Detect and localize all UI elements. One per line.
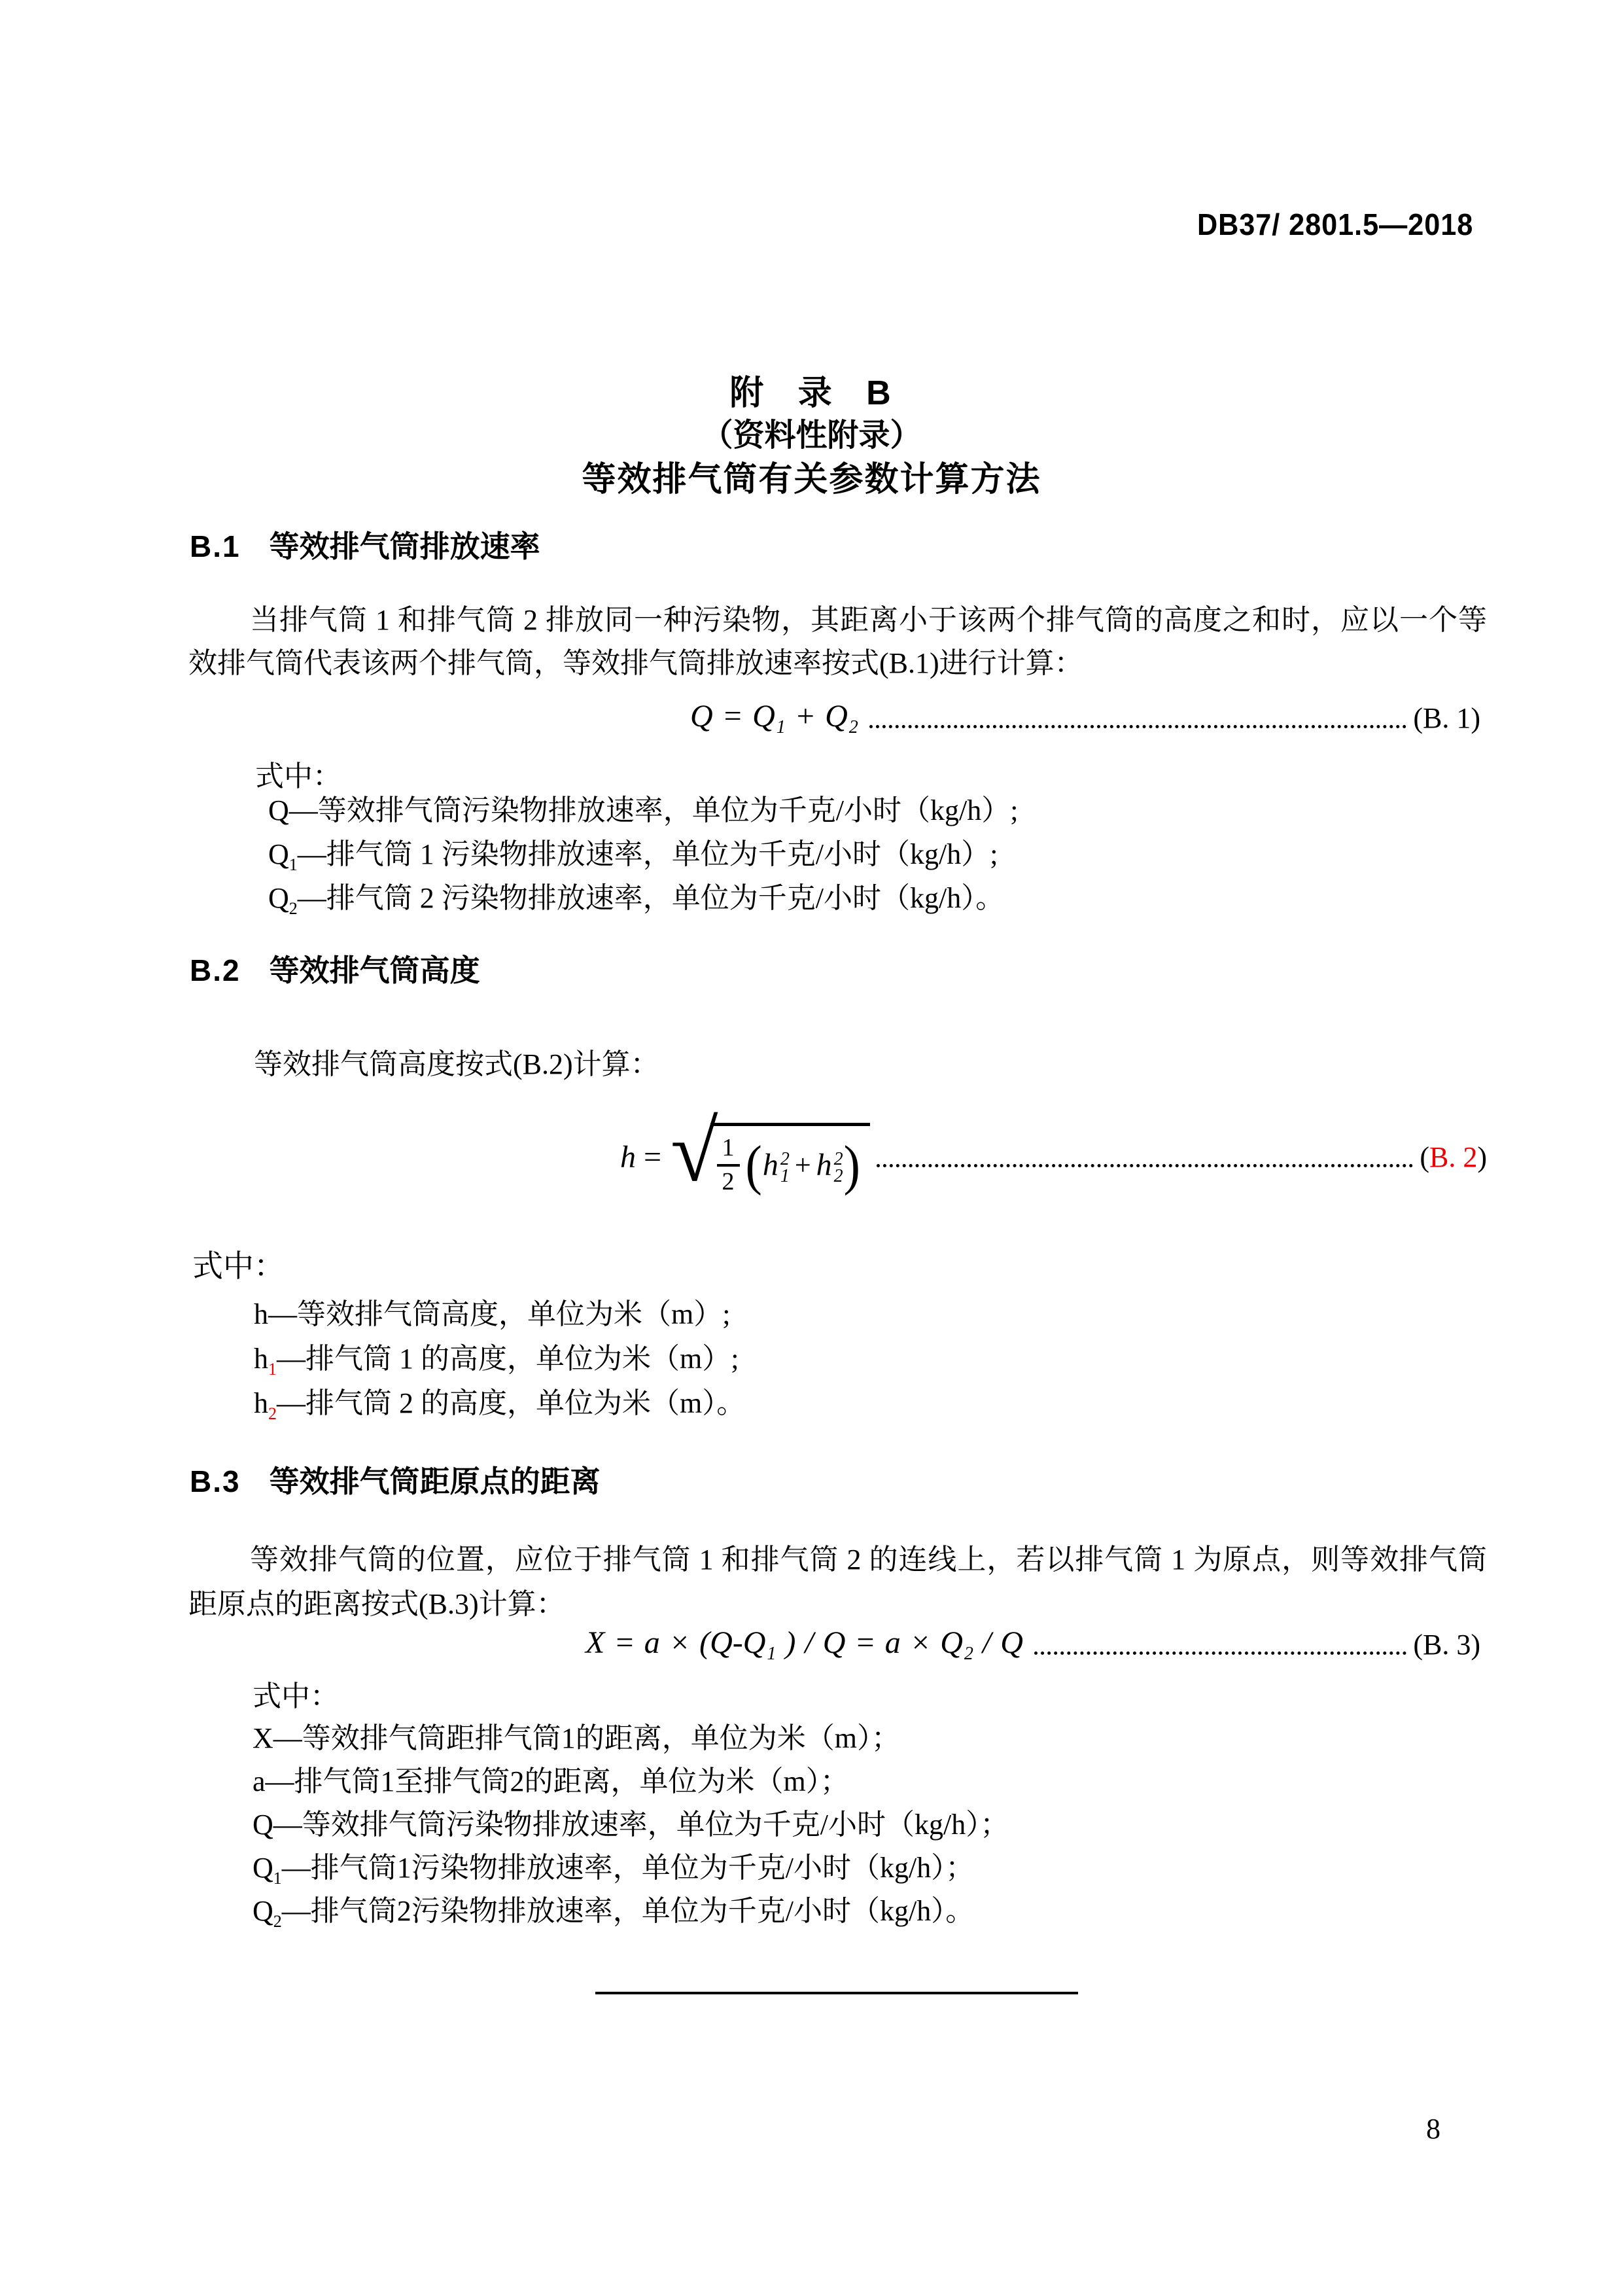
symbol: Q: [268, 882, 289, 914]
appendix-title: 附 录 B: [729, 374, 894, 412]
section-b3-number: B.3: [190, 1464, 241, 1498]
close-paren: ): [843, 1134, 860, 1196]
symbol: h: [254, 1343, 268, 1375]
formula-b2-label-red: B. 2: [1429, 1140, 1478, 1173]
section-b1-heading: [190, 523, 540, 566]
appendix-subtitle: （资料性附录）: [701, 418, 922, 453]
definition-row: [268, 830, 998, 875]
section-b2-number: B.2: [190, 953, 241, 987]
doc-number: DB37/ 2801.5—2018: [1196, 207, 1473, 241]
definition-row: [254, 1290, 730, 1335]
definition-text: —排气筒2污染物排放速率，单位为千克/小时（kg/h）。: [281, 1895, 975, 1927]
symbol-subscript: 1: [273, 1869, 282, 1888]
formula-b2-label: (B. 2): [1420, 1140, 1487, 1173]
definition-text: —等效排气筒污染物排放速率，单位为千克/小时（kg/h）;: [288, 794, 1019, 826]
section-b3-heading: [190, 1458, 601, 1501]
formula-b1-expression: Q = $Q_1$ + $Q_2$: [690, 698, 858, 737]
section-b3-title: 等效排气筒距原点的距离: [269, 1464, 601, 1498]
section-b1-paragraph: 当排气筒 1 和排气筒 2 排放同一种污染物，其距离小于该两个排气筒的高度之和时，应以一个等效排气筒代表该两个排气筒，等效排气筒排放速率按式(B.1)进行计算：: [188, 604, 1487, 679]
formula-b2-lhs: h =: [620, 1139, 662, 1174]
page-number: 8: [1426, 2113, 1440, 2145]
definition-row: [253, 1757, 849, 1802]
dot-leader: [1034, 1651, 1406, 1655]
formula-b3-expression: X = a × ($Q-Q_1$ ) / Q = a × $Q_2$ / Q: [585, 1625, 1023, 1664]
where-label-b2: 式中：: [192, 1250, 285, 1284]
radicand: [710, 1123, 870, 1196]
definition-text: —等效排气筒距排气筒1的距离，单位为米（m）；: [273, 1722, 901, 1754]
section-b2-intro: 等效排气筒高度按式(B.2)计算：: [254, 1048, 659, 1080]
fraction-denominator: 2: [722, 1167, 735, 1195]
footer-rule: [595, 1992, 1078, 1994]
symbol-subscript: 2: [273, 1912, 282, 1931]
appendix-topic-title: 等效排气筒有关参数计算方法: [582, 461, 1041, 499]
definition-row: [253, 1887, 974, 1932]
section-b3-paragraph: 等效排气筒的位置，应位于排气筒 1 和排气筒 2 的连线上，若以排气筒 1 为原点，则等效排气筒距原点的距离按式(B.3)计算：: [188, 1544, 1487, 1620]
definition-text: —等效排气筒高度，单位为米（m）;: [268, 1298, 731, 1330]
square-root: [671, 1103, 870, 1200]
dot-leader: [877, 1164, 1413, 1167]
definition-text: —排气筒 2 污染物排放速率，单位为千克/小时（kg/h）。: [297, 882, 1005, 914]
definition-text: —等效排气筒污染物排放速率，单位为千克/小时（kg/h）；: [273, 1809, 1009, 1841]
definition-text: —排气筒1污染物排放速率，单位为千克/小时（kg/h）；: [281, 1852, 975, 1884]
symbol-subscript: 2: [288, 899, 298, 918]
h1-squared-term: h 2 1: [762, 1148, 790, 1186]
symbol: Q: [268, 838, 289, 870]
section-b2-heading: [190, 947, 480, 990]
definition-row: [253, 1801, 1009, 1845]
formula-b2: [188, 1104, 1487, 1209]
definition-row: [253, 1714, 900, 1759]
formula-b3-label: (B. 3): [1413, 1628, 1480, 1661]
section-b1-title: 等效排气筒排放速率: [269, 529, 540, 563]
dot-leader: [869, 725, 1407, 728]
where-label-b1: 式中：: [255, 760, 341, 792]
symbol: X: [253, 1722, 273, 1754]
formula-b1: [188, 694, 1480, 742]
definition-text: —排气筒 1 污染物排放速率，单位为千克/小时（kg/h）;: [297, 838, 998, 870]
fraction-numerator: 1: [717, 1134, 740, 1167]
formula-b1-label: (B. 1): [1413, 701, 1480, 734]
definition-row: [268, 786, 1018, 831]
where-label-b3: 式中：: [253, 1680, 339, 1712]
symbol: h: [254, 1298, 268, 1330]
symbol: Q: [253, 1852, 273, 1884]
symbol: a: [253, 1765, 266, 1797]
open-paren: (: [745, 1134, 762, 1196]
definition-text: —排气筒 2 的高度，单位为米（m）。: [277, 1387, 746, 1419]
symbol-subscript: 1: [288, 855, 298, 874]
definition-text: —排气筒 1 的高度，单位为米（m）;: [277, 1343, 739, 1375]
h2-squared-term: h 2 2: [816, 1148, 843, 1186]
section-b2-title: 等效排气筒高度: [269, 953, 480, 987]
section-b1-number: B.1: [190, 529, 241, 563]
fraction-one-half: [717, 1134, 740, 1196]
symbol: h: [254, 1387, 268, 1419]
definition-row: [254, 1335, 739, 1379]
definition-row: [254, 1379, 745, 1424]
definition-row: [253, 1844, 974, 1888]
symbol-subscript-red: 1: [268, 1360, 277, 1379]
symbol: Q: [253, 1895, 273, 1927]
definition-text: —排气筒1至排气筒2的距离，单位为米（m）；: [265, 1765, 849, 1797]
definition-row: [268, 874, 1004, 919]
plus-operator: +: [794, 1149, 811, 1182]
symbol: Q: [268, 794, 289, 826]
formula-b3: [188, 1620, 1480, 1669]
radical-sign: √: [671, 1103, 718, 1199]
symbol: Q: [253, 1809, 273, 1841]
symbol-subscript-red: 2: [268, 1404, 277, 1423]
